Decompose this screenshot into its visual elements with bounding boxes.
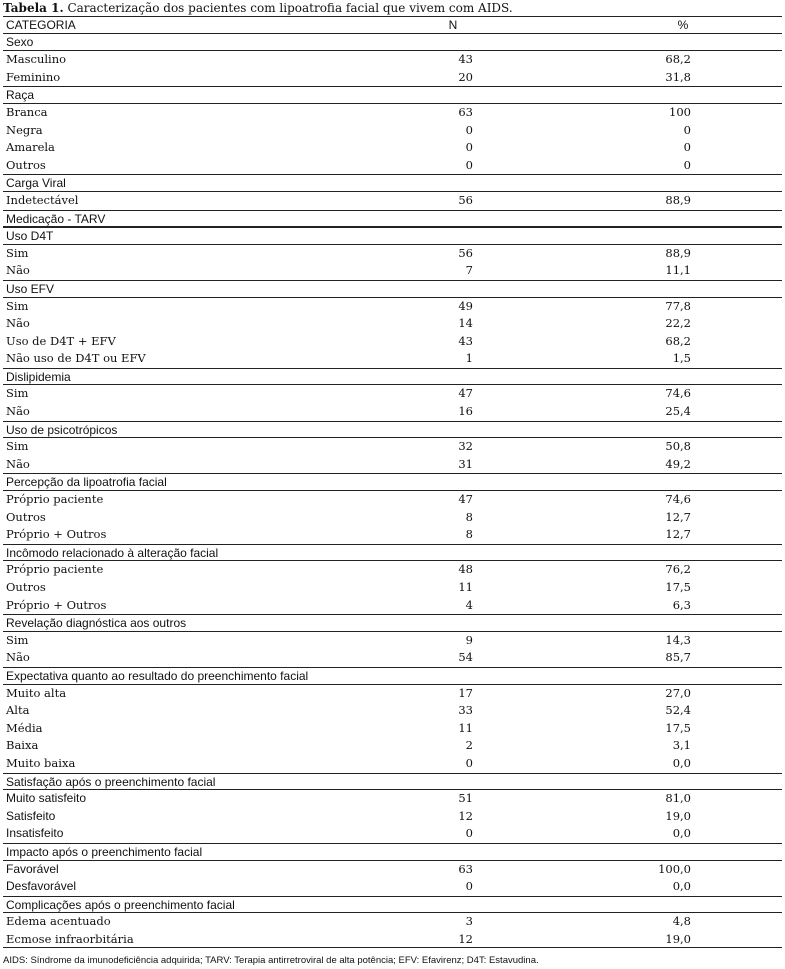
row-percent-value: 31,8 xyxy=(665,69,691,84)
row-percent-value: 85,7 xyxy=(665,650,691,665)
section-title: Dislipidemia xyxy=(6,369,71,384)
row-n-value: 63 xyxy=(458,104,473,119)
row-n-value: 49 xyxy=(458,298,473,313)
row-percent-value: 52,4 xyxy=(665,703,691,718)
row-percent-value: 68,2 xyxy=(665,52,691,67)
table-row xyxy=(3,122,782,140)
section-header-row xyxy=(3,280,782,298)
row-n-value: 12 xyxy=(458,808,473,823)
table-row xyxy=(3,808,782,826)
section-header-row xyxy=(3,174,782,192)
row-percent-value: 0 xyxy=(683,157,691,172)
table-row xyxy=(3,69,782,87)
table-row xyxy=(3,720,782,738)
section-header-row xyxy=(3,667,782,685)
row-percent-value: 81,0 xyxy=(665,791,691,806)
section-header-row xyxy=(3,773,782,791)
section-header-row xyxy=(3,368,782,386)
table-row xyxy=(3,245,782,263)
table-header-row xyxy=(3,16,782,34)
row-label: Branca xyxy=(6,104,48,119)
row-percent-value: 0 xyxy=(683,140,691,155)
section-title: Satisfação após o preenchimento facial xyxy=(6,774,216,789)
row-label: Baixa xyxy=(6,738,39,753)
row-percent-value: 74,6 xyxy=(665,492,691,507)
column-header-percent: % xyxy=(677,18,689,32)
table-row xyxy=(3,632,782,650)
table-row xyxy=(3,403,782,421)
table-caption xyxy=(3,0,513,16)
row-label: Não xyxy=(6,650,30,665)
table-row xyxy=(3,438,782,456)
row-percent-value: 11,1 xyxy=(665,263,691,278)
table-row xyxy=(3,51,782,69)
row-label: Sim xyxy=(6,298,29,313)
table-caption-label: Tabela 1. xyxy=(3,1,64,15)
table-footnote: AIDS: Síndrome da imunodeficiência adquirida; TARV: Terapia antirretroviral de alta potência; EFV: Efavirenz; D4T: Estavudina. xyxy=(3,955,539,966)
row-percent-value: 6,3 xyxy=(672,597,691,612)
row-percent-value: 12,7 xyxy=(665,527,691,542)
row-n-value: 1 xyxy=(465,351,473,366)
section-title: Carga Viral xyxy=(6,176,66,191)
row-n-value: 43 xyxy=(458,333,473,348)
row-percent-value: 25,4 xyxy=(665,404,691,419)
section-header-row xyxy=(3,843,782,861)
section-header-row xyxy=(3,34,782,52)
row-n-value: 43 xyxy=(458,52,473,67)
table-row xyxy=(3,139,782,157)
row-label: Não uso de D4T ou EFV xyxy=(6,351,146,366)
table-row xyxy=(3,685,782,703)
row-n-value: 0 xyxy=(465,140,473,155)
section-title: Medicação - TARV xyxy=(6,211,106,226)
row-label: Não xyxy=(6,404,30,419)
row-n-value: 11 xyxy=(458,720,473,735)
table-row xyxy=(3,861,782,879)
row-n-value: 2 xyxy=(465,738,473,753)
row-label: Não xyxy=(6,456,30,471)
section-title: Revelação diagnóstica aos outros xyxy=(6,616,187,631)
row-label: Desfavorável xyxy=(6,879,77,894)
section-header-row xyxy=(3,227,782,245)
table-row xyxy=(3,755,782,773)
row-label: Alta xyxy=(6,703,30,718)
row-percent-value: 76,2 xyxy=(665,562,691,577)
table-row xyxy=(3,157,782,175)
row-label: Muito alta xyxy=(6,685,67,700)
row-n-value: 48 xyxy=(458,562,473,577)
row-label: Próprio paciente xyxy=(6,562,104,577)
section-title: Incômodo relacionado à alteração facial xyxy=(6,545,219,560)
row-label: Próprio + Outros xyxy=(6,597,107,612)
row-label: Negra xyxy=(6,122,43,137)
row-n-value: 47 xyxy=(458,386,473,401)
section-header-row xyxy=(3,544,782,562)
section-title: Percepção da lipoatrofia facial xyxy=(6,475,167,490)
section-header-row xyxy=(3,896,782,914)
table-row xyxy=(3,491,782,509)
row-percent-value: 0,0 xyxy=(672,879,691,894)
row-label: Próprio paciente xyxy=(6,492,104,507)
row-label: Uso de D4T + EFV xyxy=(6,333,116,348)
table-row xyxy=(3,649,782,667)
row-n-value: 9 xyxy=(465,632,473,647)
section-title: Impacto após o preenchimento facial xyxy=(6,844,203,859)
section-title: Raça xyxy=(6,88,35,103)
row-percent-value: 88,9 xyxy=(665,192,691,207)
table-row xyxy=(3,561,782,579)
row-label: Não xyxy=(6,263,30,278)
row-percent-value: 17,5 xyxy=(665,720,691,735)
row-label: Edema acentuado xyxy=(6,914,111,929)
row-percent-value: 3,1 xyxy=(672,738,691,753)
row-percent-value: 74,6 xyxy=(665,386,691,401)
table-row xyxy=(3,790,782,808)
table-row xyxy=(3,913,782,931)
row-n-value: 7 xyxy=(465,263,473,278)
table-row xyxy=(3,315,782,333)
column-header-categoria: CATEGORIA xyxy=(6,18,76,32)
row-label: Amarela xyxy=(6,140,55,155)
section-header-row xyxy=(3,421,782,439)
section-header-row xyxy=(3,86,782,104)
table-row xyxy=(3,104,782,122)
row-percent-value: 0,0 xyxy=(672,826,691,841)
table-row xyxy=(3,878,782,896)
table-caption-text: Caracterização dos pacientes com lipoatrofia facial que vivem com AIDS. xyxy=(63,1,513,15)
row-n-value: 54 xyxy=(458,650,473,665)
row-n-value: 51 xyxy=(458,791,473,806)
section-title: Uso D4T xyxy=(6,229,54,244)
section-title: Complicações após o preenchimento facial xyxy=(6,897,235,912)
characterization-table xyxy=(3,16,782,948)
row-percent-value: 100,0 xyxy=(658,861,691,876)
row-percent-value: 22,2 xyxy=(665,316,691,331)
row-percent-value: 12,7 xyxy=(665,509,691,524)
row-label: Masculino xyxy=(6,52,67,67)
row-n-value: 32 xyxy=(458,439,473,454)
row-n-value: 0 xyxy=(465,879,473,894)
table-row xyxy=(3,350,782,368)
row-percent-value: 0,0 xyxy=(672,755,691,770)
row-n-value: 31 xyxy=(458,456,473,471)
table-row xyxy=(3,526,782,544)
table-row xyxy=(3,192,782,210)
row-label: Próprio + Outros xyxy=(6,527,107,542)
row-n-value: 33 xyxy=(458,703,473,718)
table-row xyxy=(3,579,782,597)
row-n-value: 8 xyxy=(465,527,473,542)
row-percent-value: 1,5 xyxy=(672,351,691,366)
row-label: Outros xyxy=(6,157,46,172)
row-label: Média xyxy=(6,720,43,735)
row-percent-value: 19,0 xyxy=(665,808,691,823)
table-row xyxy=(3,931,782,949)
row-label: Sim xyxy=(6,632,29,647)
row-n-value: 63 xyxy=(458,861,473,876)
section-header-row xyxy=(3,614,782,632)
section-header-row xyxy=(3,210,782,228)
row-label: Outros xyxy=(6,509,46,524)
row-label: Não xyxy=(6,316,30,331)
row-n-value: 0 xyxy=(465,122,473,137)
row-label: Outros xyxy=(6,580,46,594)
row-n-value: 8 xyxy=(465,509,473,524)
row-label: Ecmose infraorbitária xyxy=(6,931,134,946)
row-label: Feminino xyxy=(6,69,61,84)
section-title: Uso de psicotrópicos xyxy=(6,422,118,437)
table-row xyxy=(3,825,782,843)
row-percent-value: 0 xyxy=(683,122,691,137)
row-n-value: 14 xyxy=(458,316,473,331)
row-n-value: 56 xyxy=(458,245,473,260)
table-row xyxy=(3,385,782,403)
row-n-value: 0 xyxy=(465,826,473,841)
row-percent-value: 50,8 xyxy=(665,439,691,454)
row-label: Insatisfeito xyxy=(6,826,64,841)
row-percent-value: 49,2 xyxy=(665,456,691,471)
table-row xyxy=(3,262,782,280)
row-label: Favorável xyxy=(6,861,59,876)
row-n-value: 0 xyxy=(465,157,473,172)
row-n-value: 3 xyxy=(465,914,473,929)
row-percent-value: 68,2 xyxy=(665,333,691,348)
row-percent-value: 4,8 xyxy=(672,914,691,929)
row-percent-value: 88,9 xyxy=(665,245,691,260)
table-row xyxy=(3,298,782,316)
section-header-row xyxy=(3,473,782,491)
table-row xyxy=(3,333,782,351)
row-n-value: 56 xyxy=(458,192,473,207)
section-title: Sexo xyxy=(6,34,34,49)
table-row xyxy=(3,509,782,527)
row-n-value: 16 xyxy=(458,404,473,419)
table-body xyxy=(3,34,782,949)
row-label: Sim xyxy=(6,439,29,454)
row-n-value: 4 xyxy=(465,597,473,612)
row-percent-value: 14,3 xyxy=(665,632,691,647)
row-n-value: 12 xyxy=(458,931,473,946)
row-percent-value: 100 xyxy=(669,104,691,119)
row-n-value: 0 xyxy=(465,755,473,770)
row-percent-value: 19,0 xyxy=(665,931,691,946)
row-label: Muito baixa xyxy=(6,755,76,770)
table-row xyxy=(3,456,782,474)
row-label: Muito satisfeito xyxy=(6,791,87,806)
row-label: Indetectável xyxy=(6,192,79,207)
row-percent-value: 77,8 xyxy=(665,298,691,313)
column-header-n: N xyxy=(448,18,458,32)
table-row xyxy=(3,597,782,615)
row-label: Sim xyxy=(6,245,29,260)
row-percent-value: 17,5 xyxy=(665,580,691,594)
row-n-value: 11 xyxy=(458,580,473,594)
row-label: Sim xyxy=(6,386,29,401)
row-label: Satisfeito xyxy=(6,808,56,823)
row-percent-value: 27,0 xyxy=(665,685,691,700)
table-row xyxy=(3,702,782,720)
section-title: Uso EFV xyxy=(6,281,55,296)
row-n-value: 17 xyxy=(458,685,473,700)
section-title: Expectativa quanto ao resultado do preenchimento facial xyxy=(6,668,309,683)
row-n-value: 47 xyxy=(458,492,473,507)
table-row xyxy=(3,737,782,755)
row-n-value: 20 xyxy=(458,69,473,84)
